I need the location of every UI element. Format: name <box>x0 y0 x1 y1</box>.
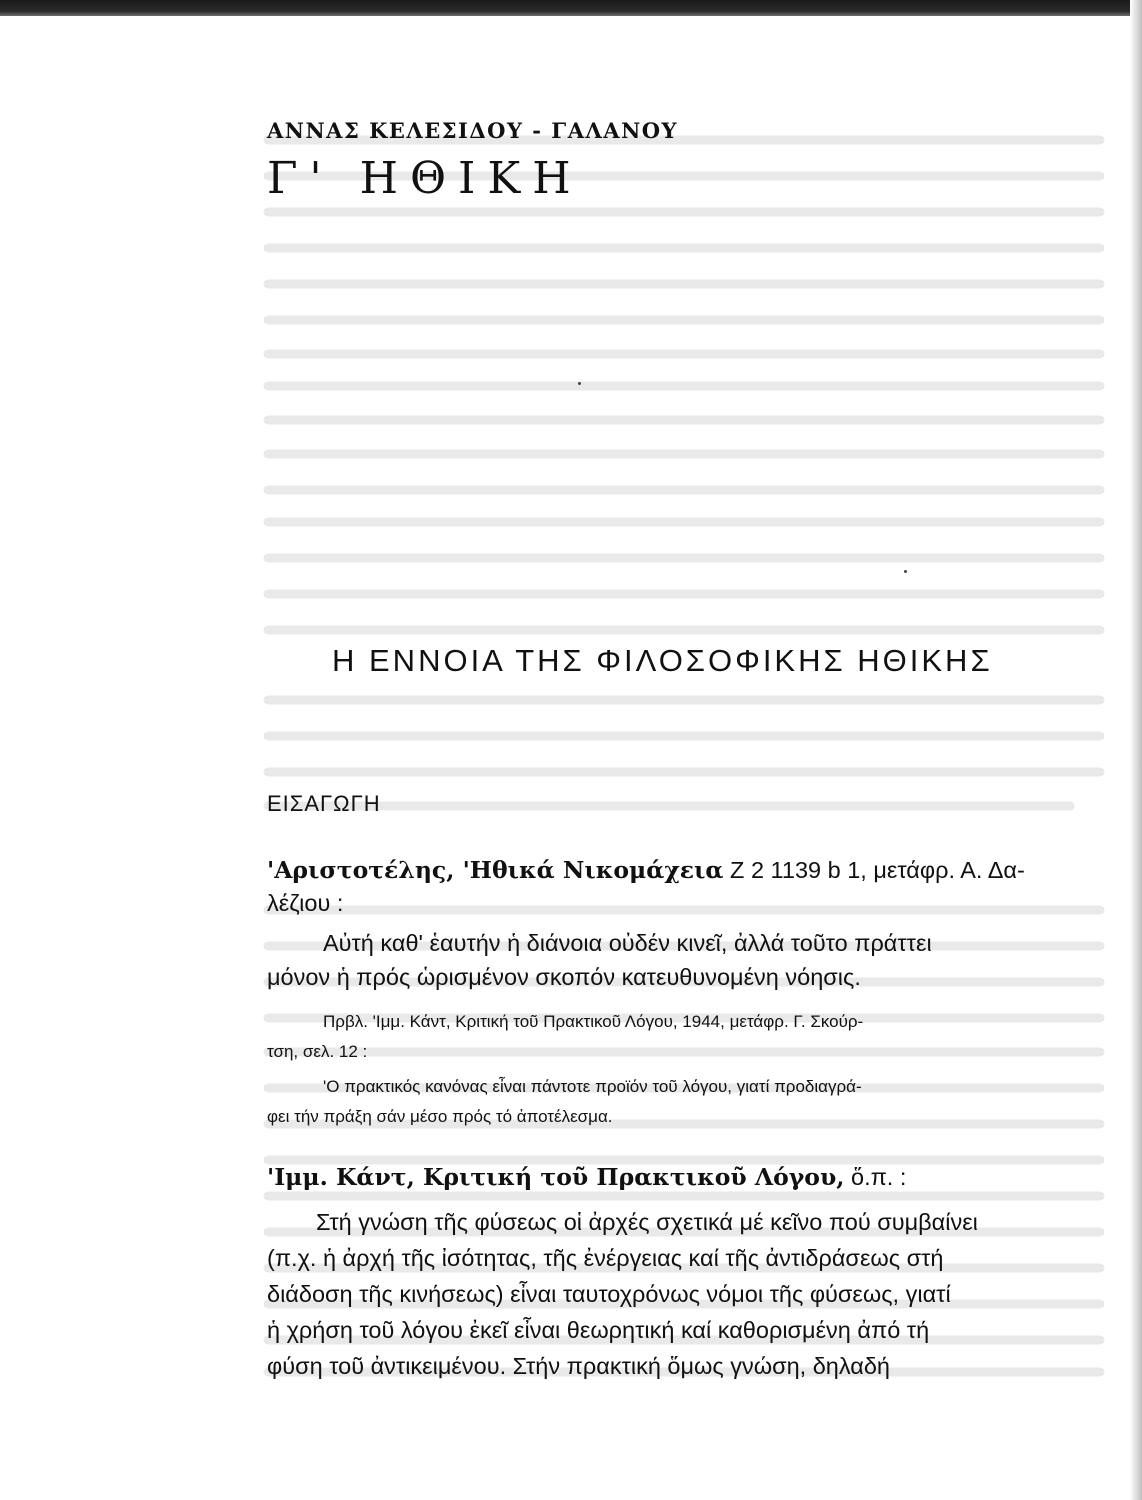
quote2-text-line: φύση τοῦ ἀντικειμένου. Στήν πρακτική ὅμως γνώση, δηλαδή <box>267 1353 891 1379</box>
quote2-text-line: Στή γνώση τῆς φύσεως οἱ ἀρχές σχετικά μέ κεῖνο πού συμβαίνει <box>316 1209 978 1235</box>
compare-quote-line: φει τήν πράξη σάν μέσο πρός τό ἀποτέλεσμα. <box>267 1107 613 1126</box>
quote2-text-line: (π.χ. ἡ ἀρχή τῆς ἰσότητας, τῆς ἐνέργειας καί τῆς ἀντιδράσεως στή <box>267 1245 944 1271</box>
quote2-text-line: διάδοση τῆς κινήσεως) εἶναι ταυτοχρόνως νόμοι τῆς φύσεως, γιατί <box>267 1281 951 1307</box>
compare-reference-continuation: τση, σελ. 12 : <box>267 1042 368 1061</box>
quote1-source-reference: Ζ 2 1139 b 1, μετάφρ. Α. Δα- <box>723 857 1025 883</box>
chapter-title: Η ΕΝΝΟΙΑ ΤΗΣ ΦΙΛΟΣΟΦΙΚΗΣ ΗΘΙΚΗΣ <box>332 643 993 678</box>
section-title: ΕΙΣΑΓΩΓΗ <box>267 791 381 816</box>
quote1-source-author-work: 'Αριστοτέλης, 'Ηθικά Νικομάχεια <box>267 856 724 884</box>
quote1-source-continuation: λέζιου : <box>267 890 344 916</box>
stray-mark <box>578 382 581 385</box>
quote2-source <box>267 1163 906 1191</box>
quote1-text-line: μόνον ἡ πρός ὡρισμένον σκοπόν κατευθυνομένη νόησις. <box>267 964 861 990</box>
scan-top-edge <box>0 0 1142 16</box>
quote2-source-author-work: 'Ιμμ. Κάντ, Κριτική τοῦ Πρακτικοῦ Λόγου, <box>267 1163 845 1191</box>
quote2-source-reference: ὅ.π. : <box>844 1164 907 1190</box>
quote1-source <box>267 856 1025 884</box>
author-name: ΑΝΝΑΣ ΚΕΛΕΣΙΔΟΥ - ΓΑΛΑΝΟΥ <box>267 118 679 143</box>
quote2-text-line: ἡ χρήση τοῦ λόγου ἐκεῖ εἶναι θεωρητική καί καθορισμένη ἀπό τή <box>267 1317 930 1343</box>
compare-reference: Πρβλ. 'Ιμμ. Κάντ, Κριτική τοῦ Πρακτικοῦ Λόγου, 1944, μετάφρ. Γ. Σκούρ- <box>323 1012 864 1031</box>
compare-quote-line: 'Ο πρακτικός κανόνας εἶναι πάντοτε προϊόν τοῦ λόγου, γιατί προδιαγρά- <box>323 1077 862 1096</box>
scan-right-edge <box>1130 0 1142 1500</box>
stray-mark <box>904 570 907 573</box>
book-title: Γ' ΗΘΙΚΗ <box>267 153 583 204</box>
quote1-text-line: Αὐτή καθ' ἑαυτήν ἡ διάνοια οὐδέν κινεῖ, ἀλλά τοῦτο πράττει <box>323 930 932 956</box>
